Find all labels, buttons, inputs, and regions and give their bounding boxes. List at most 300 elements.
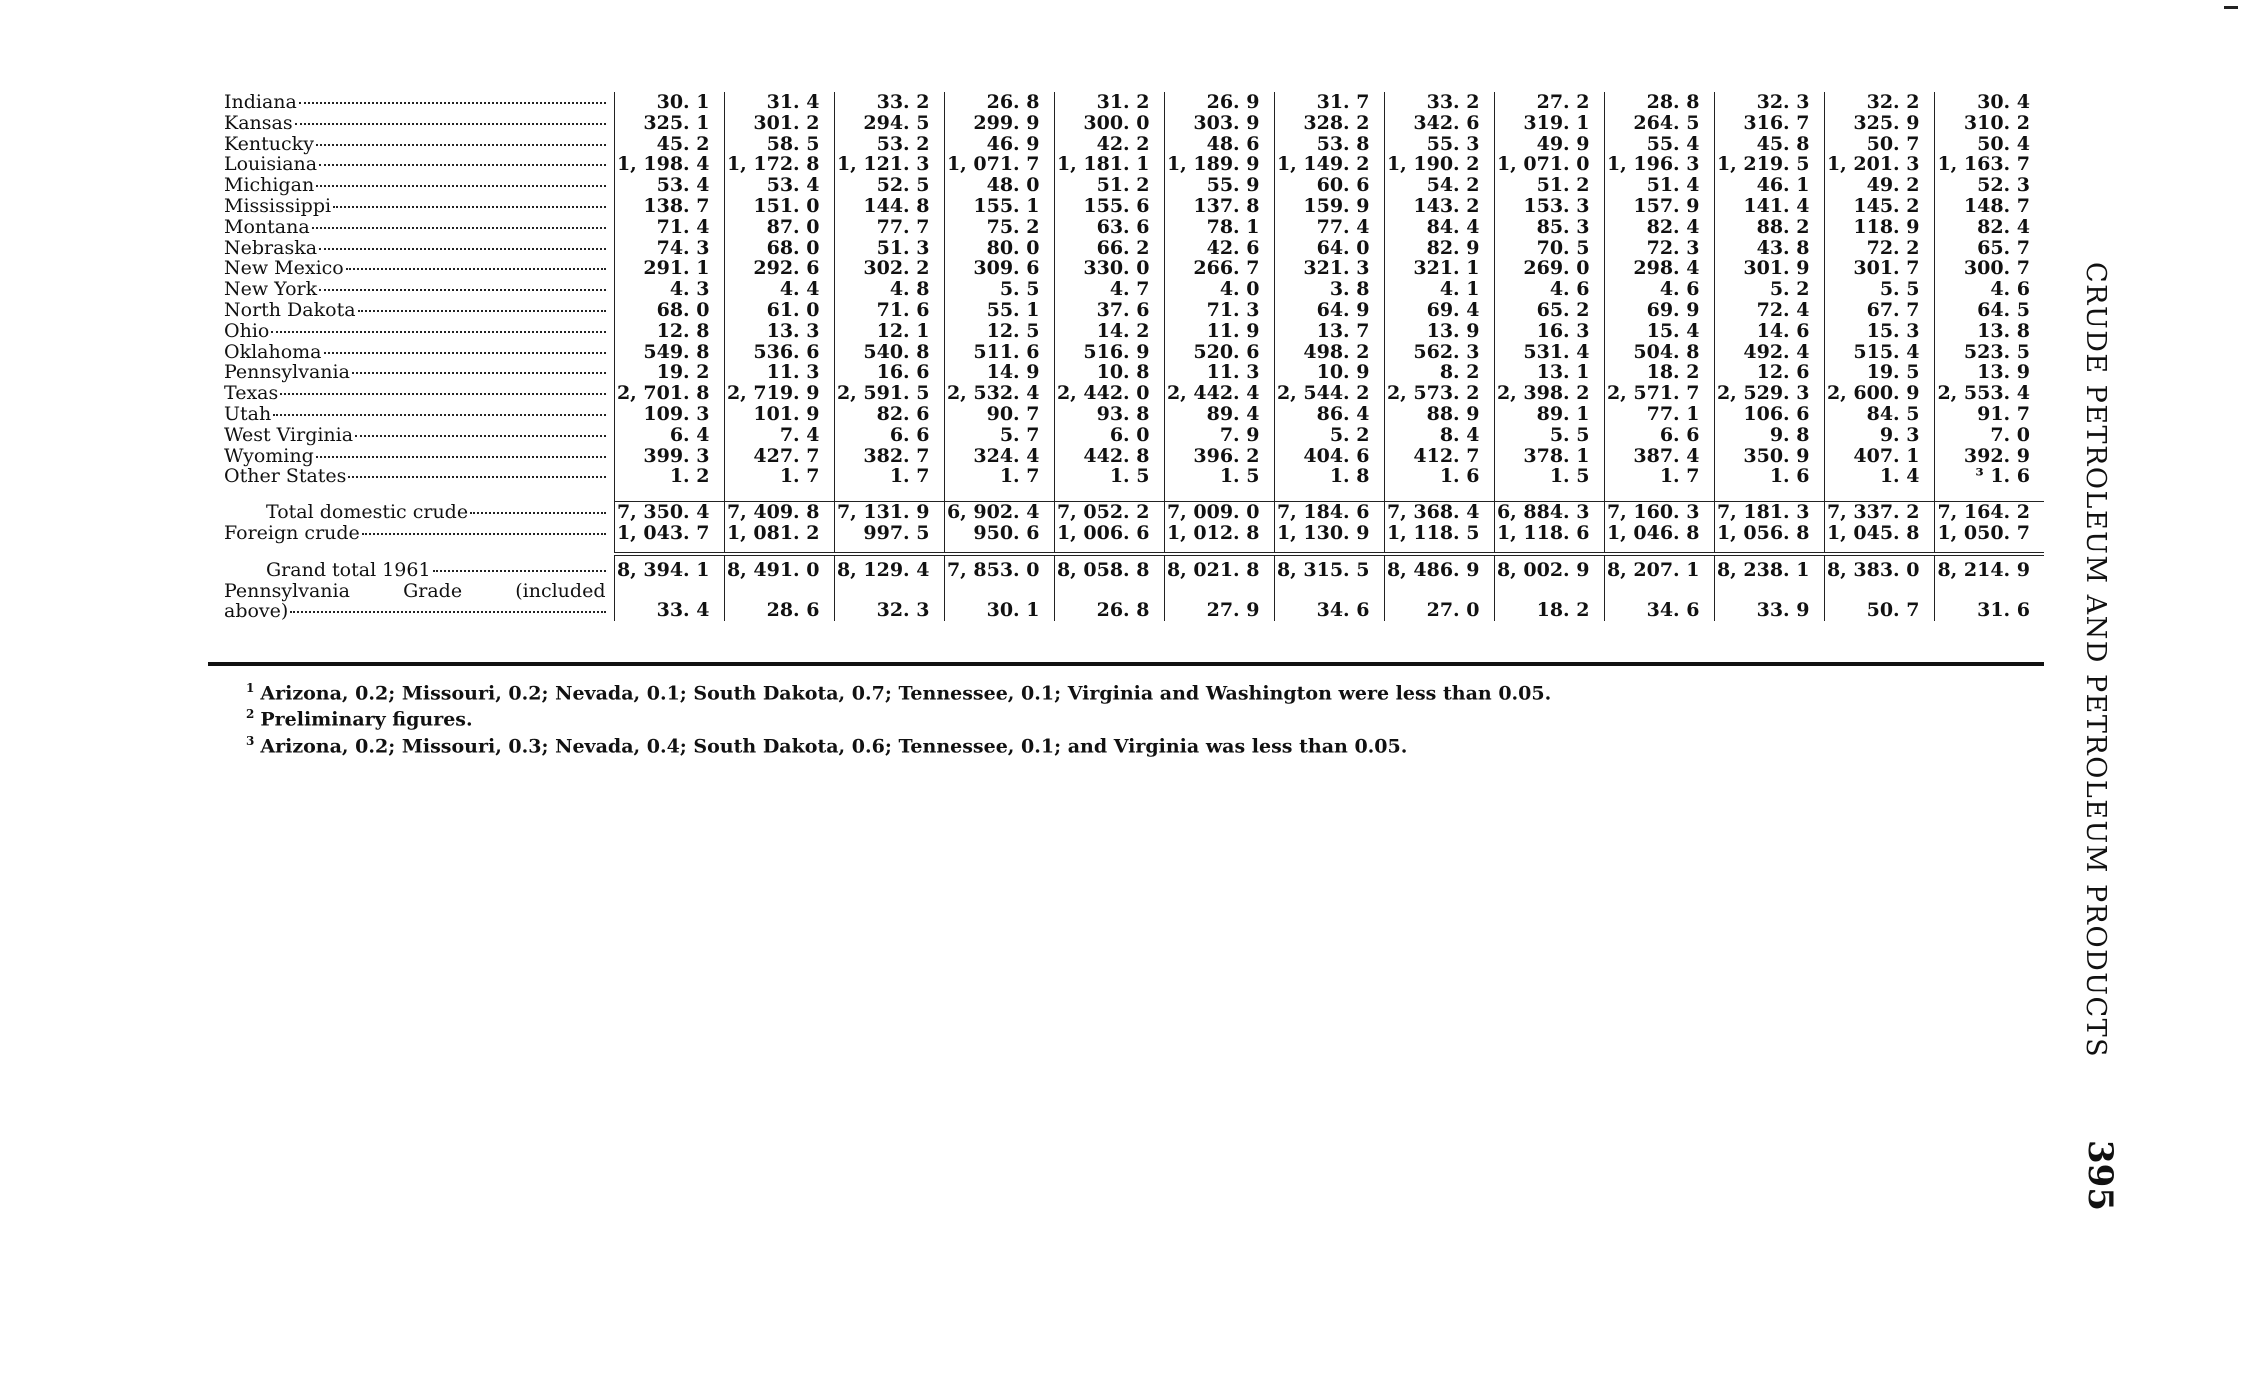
value-cell: 71. 6 (834, 300, 944, 321)
value-cell: 504. 8 (1604, 342, 1714, 363)
dot-leader (348, 476, 605, 478)
value-cell: 1, 172. 8 (724, 154, 834, 175)
value-cell: 399. 3 (614, 446, 724, 467)
value-cell: 11. 9 (1164, 321, 1274, 342)
value-cell: 48. 0 (944, 175, 1054, 196)
value-cell: 151. 0 (724, 196, 834, 217)
spacer-row (224, 487, 2044, 502)
dot-leader (346, 268, 606, 270)
value-cell: 4. 4 (724, 279, 834, 300)
value-cell: 6. 0 (1054, 425, 1164, 446)
row-label-text: Ohio (224, 319, 270, 342)
value-cell: 1, 118. 6 (1494, 523, 1604, 544)
footnote-text: Arizona, 0.2; Missouri, 0.3; Nevada, 0.4; South Dakota, 0.6; Tennessee, 0.1; and Virginia was less than 0.05. (260, 734, 1408, 757)
value-cell: 309. 6 (944, 258, 1054, 279)
value-cell: 7, 184. 6 (1274, 502, 1384, 523)
value-cell: 55. 9 (1164, 175, 1274, 196)
value-cell: 42. 6 (1164, 238, 1274, 259)
row-label-text: New York (224, 278, 318, 301)
dot-leader (316, 456, 606, 458)
value-cell: 7, 853. 0 (944, 554, 1054, 581)
row-label (224, 258, 614, 279)
value-cell: 69. 9 (1604, 300, 1714, 321)
value-cell: 84. 4 (1384, 217, 1494, 238)
value-cell: 55. 3 (1384, 134, 1494, 155)
value-cell: 53. 2 (834, 134, 944, 155)
value-cell: 536. 6 (724, 342, 834, 363)
value-cell: 324. 4 (944, 446, 1054, 467)
value-cell: 88. 9 (1384, 404, 1494, 425)
value-cell: 30. 4 (1934, 92, 2044, 113)
table-row (224, 362, 2044, 383)
value-cell: 5. 2 (1714, 279, 1824, 300)
value-cell: 27. 0 (1384, 581, 1494, 621)
dot-leader (358, 310, 606, 312)
value-cell: 2, 701. 8 (614, 383, 724, 404)
value-cell: 412. 7 (1384, 446, 1494, 467)
value-cell: 291. 1 (614, 258, 724, 279)
value-cell: 138. 7 (614, 196, 724, 217)
row-label-text: Nebraska (224, 236, 318, 259)
value-cell: ³ 1. 6 (1934, 466, 2044, 487)
table-row (224, 425, 2044, 446)
value-cell: 302. 2 (834, 258, 944, 279)
dot-leader (280, 393, 605, 395)
value-cell: 52. 5 (834, 175, 944, 196)
value-cell: 51. 3 (834, 238, 944, 259)
footnote-3 (246, 731, 1551, 757)
value-cell: 53. 4 (614, 175, 724, 196)
value-cell: 52. 3 (1934, 175, 2044, 196)
row-label (224, 383, 614, 404)
value-cell: 148. 7 (1934, 196, 2044, 217)
value-cell: 72. 2 (1824, 238, 1934, 259)
total-row (224, 523, 2044, 544)
value-cell: 11. 3 (724, 362, 834, 383)
value-cell: 50. 4 (1934, 134, 2044, 155)
row-label (224, 175, 614, 196)
value-cell: 7, 164. 2 (1934, 502, 2044, 523)
value-cell: 37. 6 (1054, 300, 1164, 321)
value-cell: 1, 071. 7 (944, 154, 1054, 175)
row-label-text: North Dakota (224, 298, 356, 321)
value-cell: 4. 1 (1384, 279, 1494, 300)
pennsylvania-grade-row (224, 581, 2044, 621)
value-cell: 31. 7 (1274, 92, 1384, 113)
value-cell: 143. 2 (1384, 196, 1494, 217)
value-cell: 1, 196. 3 (1604, 154, 1714, 175)
value-cell: 950. 6 (944, 523, 1054, 544)
row-label (224, 502, 614, 523)
value-cell: 511. 6 (944, 342, 1054, 363)
value-cell: 10. 9 (1274, 362, 1384, 383)
table-row (224, 279, 2044, 300)
value-cell: 342. 6 (1384, 113, 1494, 134)
row-label (224, 134, 614, 155)
footnote-mark: 2 (246, 707, 255, 722)
value-cell: 16. 6 (834, 362, 944, 383)
value-cell: 33. 2 (834, 92, 944, 113)
value-cell: 404. 6 (1274, 446, 1384, 467)
value-cell: 8, 021. 8 (1164, 554, 1274, 581)
value-cell: 1. 5 (1164, 466, 1274, 487)
table-row (224, 113, 2044, 134)
value-cell: 2, 442. 4 (1164, 383, 1274, 404)
value-cell: 63. 6 (1054, 217, 1164, 238)
value-cell: 303. 9 (1164, 113, 1274, 134)
table-row (224, 321, 2044, 342)
value-cell: 7, 337. 2 (1824, 502, 1934, 523)
value-cell: 319. 1 (1494, 113, 1604, 134)
value-cell: 51. 2 (1494, 175, 1604, 196)
dot-leader (316, 185, 605, 187)
value-cell: 86. 4 (1274, 404, 1384, 425)
value-cell: 46. 9 (944, 134, 1054, 155)
value-cell: 330. 0 (1054, 258, 1164, 279)
value-cell: 9. 3 (1824, 425, 1934, 446)
value-cell: 11. 3 (1164, 362, 1274, 383)
row-label-text: Mississippi (224, 194, 332, 217)
value-cell: 51. 2 (1054, 175, 1164, 196)
value-cell: 33. 2 (1384, 92, 1494, 113)
value-cell: 87. 0 (724, 217, 834, 238)
value-cell: 4. 6 (1934, 279, 2044, 300)
value-cell: 80. 0 (944, 238, 1054, 259)
value-cell: 27. 9 (1164, 581, 1274, 621)
row-label-text: (included (515, 579, 606, 602)
value-cell: 2, 600. 9 (1824, 383, 1934, 404)
value-cell: 1, 130. 9 (1274, 523, 1384, 544)
value-cell: 14. 6 (1714, 321, 1824, 342)
value-cell: 387. 4 (1604, 446, 1714, 467)
value-cell: 88. 2 (1714, 217, 1824, 238)
value-cell: 2, 544. 2 (1274, 383, 1384, 404)
value-cell: 8, 238. 1 (1714, 554, 1824, 581)
value-cell: 14. 2 (1054, 321, 1164, 342)
row-label-text: Foreign crude (224, 521, 360, 544)
value-cell: 42. 2 (1054, 134, 1164, 155)
value-cell: 145. 2 (1824, 196, 1934, 217)
value-cell: 33. 9 (1714, 581, 1824, 621)
value-cell: 45. 8 (1714, 134, 1824, 155)
dot-leader (319, 289, 605, 291)
value-cell: 72. 4 (1714, 300, 1824, 321)
dot-leader (470, 512, 605, 514)
value-cell: 65. 2 (1494, 300, 1604, 321)
value-cell: 8, 214. 9 (1934, 554, 2044, 581)
value-cell: 7. 4 (724, 425, 834, 446)
value-cell: 106. 6 (1714, 404, 1824, 425)
value-cell: 30. 1 (944, 581, 1054, 621)
row-label (224, 279, 614, 300)
value-cell: 1, 189. 9 (1164, 154, 1274, 175)
value-cell: 300. 7 (1934, 258, 2044, 279)
value-cell: 5. 5 (1824, 279, 1934, 300)
value-cell: 396. 2 (1164, 446, 1274, 467)
value-cell: 1, 219. 5 (1714, 154, 1824, 175)
dot-leader (333, 206, 605, 208)
value-cell: 77. 7 (834, 217, 944, 238)
value-cell: 8, 207. 1 (1604, 554, 1714, 581)
value-cell: 1. 4 (1824, 466, 1934, 487)
table-row (224, 258, 2044, 279)
value-cell: 8, 315. 5 (1274, 554, 1384, 581)
value-cell: 18. 2 (1494, 581, 1604, 621)
value-cell: 77. 1 (1604, 404, 1714, 425)
value-cell: 316. 7 (1714, 113, 1824, 134)
value-cell: 68. 0 (614, 300, 724, 321)
value-cell: 72. 3 (1604, 238, 1714, 259)
value-cell: 141. 4 (1714, 196, 1824, 217)
dot-leader (319, 164, 605, 166)
spacer-row (224, 544, 2044, 554)
value-cell: 54. 2 (1384, 175, 1494, 196)
value-cell: 301. 9 (1714, 258, 1824, 279)
value-cell: 118. 9 (1824, 217, 1934, 238)
value-cell: 7, 181. 3 (1714, 502, 1824, 523)
dot-leader (319, 248, 605, 250)
table-row (224, 383, 2044, 404)
value-cell: 49. 2 (1824, 175, 1934, 196)
value-cell: 159. 9 (1274, 196, 1384, 217)
total-row (224, 502, 2044, 523)
footnote-2 (246, 704, 1551, 730)
value-cell: 93. 8 (1054, 404, 1164, 425)
value-cell: 8, 129. 4 (834, 554, 944, 581)
value-cell: 71. 3 (1164, 300, 1274, 321)
value-cell: 13. 9 (1384, 321, 1494, 342)
value-cell: 78. 1 (1164, 217, 1274, 238)
value-cell: 26. 8 (1054, 581, 1164, 621)
value-cell: 32. 3 (834, 581, 944, 621)
dot-leader (433, 570, 606, 572)
value-cell: 65. 7 (1934, 238, 2044, 259)
value-cell: 2, 398. 2 (1494, 383, 1604, 404)
value-cell: 7, 009. 0 (1164, 502, 1274, 523)
value-cell: 1, 056. 8 (1714, 523, 1824, 544)
row-label (224, 425, 614, 446)
value-cell: 8, 491. 0 (724, 554, 834, 581)
value-cell: 89. 4 (1164, 404, 1274, 425)
value-cell: 301. 7 (1824, 258, 1934, 279)
dot-leader (324, 352, 606, 354)
value-cell: 382. 7 (834, 446, 944, 467)
value-cell: 8, 394. 1 (614, 554, 724, 581)
row-label-text: Grade (403, 579, 463, 602)
row-label-text: Total domestic crude (266, 501, 469, 524)
row-label-text: Pennsylvania (224, 361, 350, 384)
value-cell: 1, 012. 8 (1164, 523, 1274, 544)
dot-leader (316, 144, 606, 146)
value-cell: 10. 8 (1054, 362, 1164, 383)
value-cell: 264. 5 (1604, 113, 1714, 134)
value-cell: 1. 8 (1274, 466, 1384, 487)
value-cell: 77. 4 (1274, 217, 1384, 238)
value-cell: 82. 4 (1604, 217, 1714, 238)
value-cell: 18. 2 (1604, 362, 1714, 383)
value-cell: 64. 5 (1934, 300, 2044, 321)
value-cell: 14. 9 (944, 362, 1054, 383)
table-row (224, 342, 2044, 363)
dot-leader (295, 123, 606, 125)
value-cell: 1, 045. 8 (1824, 523, 1934, 544)
table-row (224, 238, 2044, 259)
value-cell: 6, 884. 3 (1494, 502, 1604, 523)
value-cell: 13. 1 (1494, 362, 1604, 383)
value-cell: 13. 3 (724, 321, 834, 342)
value-cell: 84. 5 (1824, 404, 1934, 425)
value-cell: 4. 6 (1494, 279, 1604, 300)
value-cell: 67. 7 (1824, 300, 1934, 321)
value-cell: 19. 2 (614, 362, 724, 383)
value-cell: 1. 2 (614, 466, 724, 487)
value-cell: 91. 7 (1934, 404, 2044, 425)
running-head: CRUDE PETROLEUM AND PETROLEUM PRODUCTS (2080, 262, 2111, 1059)
table-row (224, 92, 2044, 113)
value-cell: 3. 8 (1274, 279, 1384, 300)
value-cell: 531. 4 (1494, 342, 1604, 363)
value-cell: 15. 4 (1604, 321, 1714, 342)
value-cell: 19. 5 (1824, 362, 1934, 383)
value-cell: 492. 4 (1714, 342, 1824, 363)
value-cell: 2, 553. 4 (1934, 383, 2044, 404)
value-cell: 2, 591. 5 (834, 383, 944, 404)
value-cell: 26. 9 (1164, 92, 1274, 113)
value-cell: 32. 2 (1824, 92, 1934, 113)
value-cell: 50. 7 (1824, 581, 1934, 621)
value-cell: 43. 8 (1714, 238, 1824, 259)
value-cell: 5. 2 (1274, 425, 1384, 446)
value-cell: 31. 4 (724, 92, 834, 113)
value-cell: 82. 9 (1384, 238, 1494, 259)
dot-leader (355, 435, 605, 437)
value-cell: 34. 6 (1604, 581, 1714, 621)
value-cell: 325. 1 (614, 113, 724, 134)
value-cell: 75. 2 (944, 217, 1054, 238)
value-cell: 1, 121. 3 (834, 154, 944, 175)
footnote-mark: 1 (246, 681, 255, 695)
value-cell: 64. 0 (1274, 238, 1384, 259)
corner-mark (2224, 6, 2238, 9)
value-cell: 55. 1 (944, 300, 1054, 321)
value-cell: 540. 8 (834, 342, 944, 363)
value-cell: 1. 7 (944, 466, 1054, 487)
value-cell: 9. 8 (1714, 425, 1824, 446)
value-cell: 2, 719. 9 (724, 383, 834, 404)
page-number: 395 (2080, 1140, 2120, 1211)
table-row (224, 134, 2044, 155)
row-label-text: above) (224, 599, 289, 622)
row-label (224, 362, 614, 383)
value-cell: 27. 2 (1494, 92, 1604, 113)
crude-production-table (224, 92, 2044, 621)
value-cell: 427. 7 (724, 446, 834, 467)
row-label (224, 217, 614, 238)
value-cell: 6. 6 (1604, 425, 1714, 446)
value-cell: 1, 050. 7 (1934, 523, 2044, 544)
value-cell: 6. 4 (614, 425, 724, 446)
value-cell: 298. 4 (1604, 258, 1714, 279)
value-cell: 299. 9 (944, 113, 1054, 134)
value-cell: 4. 0 (1164, 279, 1274, 300)
table-bottom-rule (208, 662, 2044, 666)
value-cell: 523. 5 (1934, 342, 2044, 363)
row-label-text: Texas (224, 382, 279, 405)
value-cell: 1, 046. 8 (1604, 523, 1714, 544)
value-cell: 2, 532. 4 (944, 383, 1054, 404)
value-cell: 2, 529. 3 (1714, 383, 1824, 404)
row-label-text: Grand total 1961 (266, 558, 431, 581)
row-label-text: Indiana (224, 91, 297, 113)
value-cell: 26. 8 (944, 92, 1054, 113)
value-cell: 516. 9 (1054, 342, 1164, 363)
footnote-text: Preliminary figures. (260, 708, 473, 731)
value-cell: 442. 8 (1054, 446, 1164, 467)
value-cell: 12. 6 (1714, 362, 1824, 383)
value-cell: 294. 5 (834, 113, 944, 134)
statistics-table-container (224, 92, 2044, 621)
value-cell: 74. 3 (614, 238, 724, 259)
value-cell: 266. 7 (1164, 258, 1274, 279)
table-row (224, 466, 2044, 487)
row-label (224, 404, 614, 425)
value-cell: 515. 4 (1824, 342, 1934, 363)
table-row (224, 196, 2044, 217)
value-cell: 1. 7 (1604, 466, 1714, 487)
row-label-text: Utah (224, 402, 272, 425)
value-cell: 8, 383. 0 (1824, 554, 1934, 581)
value-cell: 109. 3 (614, 404, 724, 425)
value-cell: 6. 6 (834, 425, 944, 446)
value-cell: 328. 2 (1274, 113, 1384, 134)
value-cell: 7. 9 (1164, 425, 1274, 446)
value-cell: 2, 571. 7 (1604, 383, 1714, 404)
value-cell: 69. 4 (1384, 300, 1494, 321)
value-cell: 1, 149. 2 (1274, 154, 1384, 175)
value-cell: 30. 1 (614, 92, 724, 113)
table-row (224, 154, 2044, 175)
value-cell: 31. 6 (1934, 581, 2044, 621)
dot-leader (312, 227, 606, 229)
value-cell: 4. 7 (1054, 279, 1164, 300)
value-cell: 7, 368. 4 (1384, 502, 1494, 523)
value-cell: 4. 8 (834, 279, 944, 300)
footnote-1 (246, 678, 1551, 704)
value-cell: 1, 081. 2 (724, 523, 834, 544)
row-label (224, 92, 614, 113)
dot-leader (299, 102, 606, 104)
value-cell: 325. 9 (1824, 113, 1934, 134)
row-label-text: Kentucky (224, 132, 314, 155)
row-label (224, 342, 614, 363)
value-cell: 13. 7 (1274, 321, 1384, 342)
value-cell: 31. 2 (1054, 92, 1164, 113)
value-cell: 8. 4 (1384, 425, 1494, 446)
dot-leader (352, 372, 606, 374)
value-cell: 4. 6 (1604, 279, 1714, 300)
value-cell: 321. 3 (1274, 258, 1384, 279)
value-cell: 101. 9 (724, 404, 834, 425)
grand-total-row (224, 554, 2044, 581)
value-cell: 562. 3 (1384, 342, 1494, 363)
value-cell: 7, 409. 8 (724, 502, 834, 523)
value-cell: 155. 1 (944, 196, 1054, 217)
value-cell: 13. 8 (1934, 321, 2044, 342)
value-cell: 137. 8 (1164, 196, 1274, 217)
value-cell: 48. 6 (1164, 134, 1274, 155)
value-cell: 6, 902. 4 (944, 502, 1054, 523)
value-cell: 269. 0 (1494, 258, 1604, 279)
